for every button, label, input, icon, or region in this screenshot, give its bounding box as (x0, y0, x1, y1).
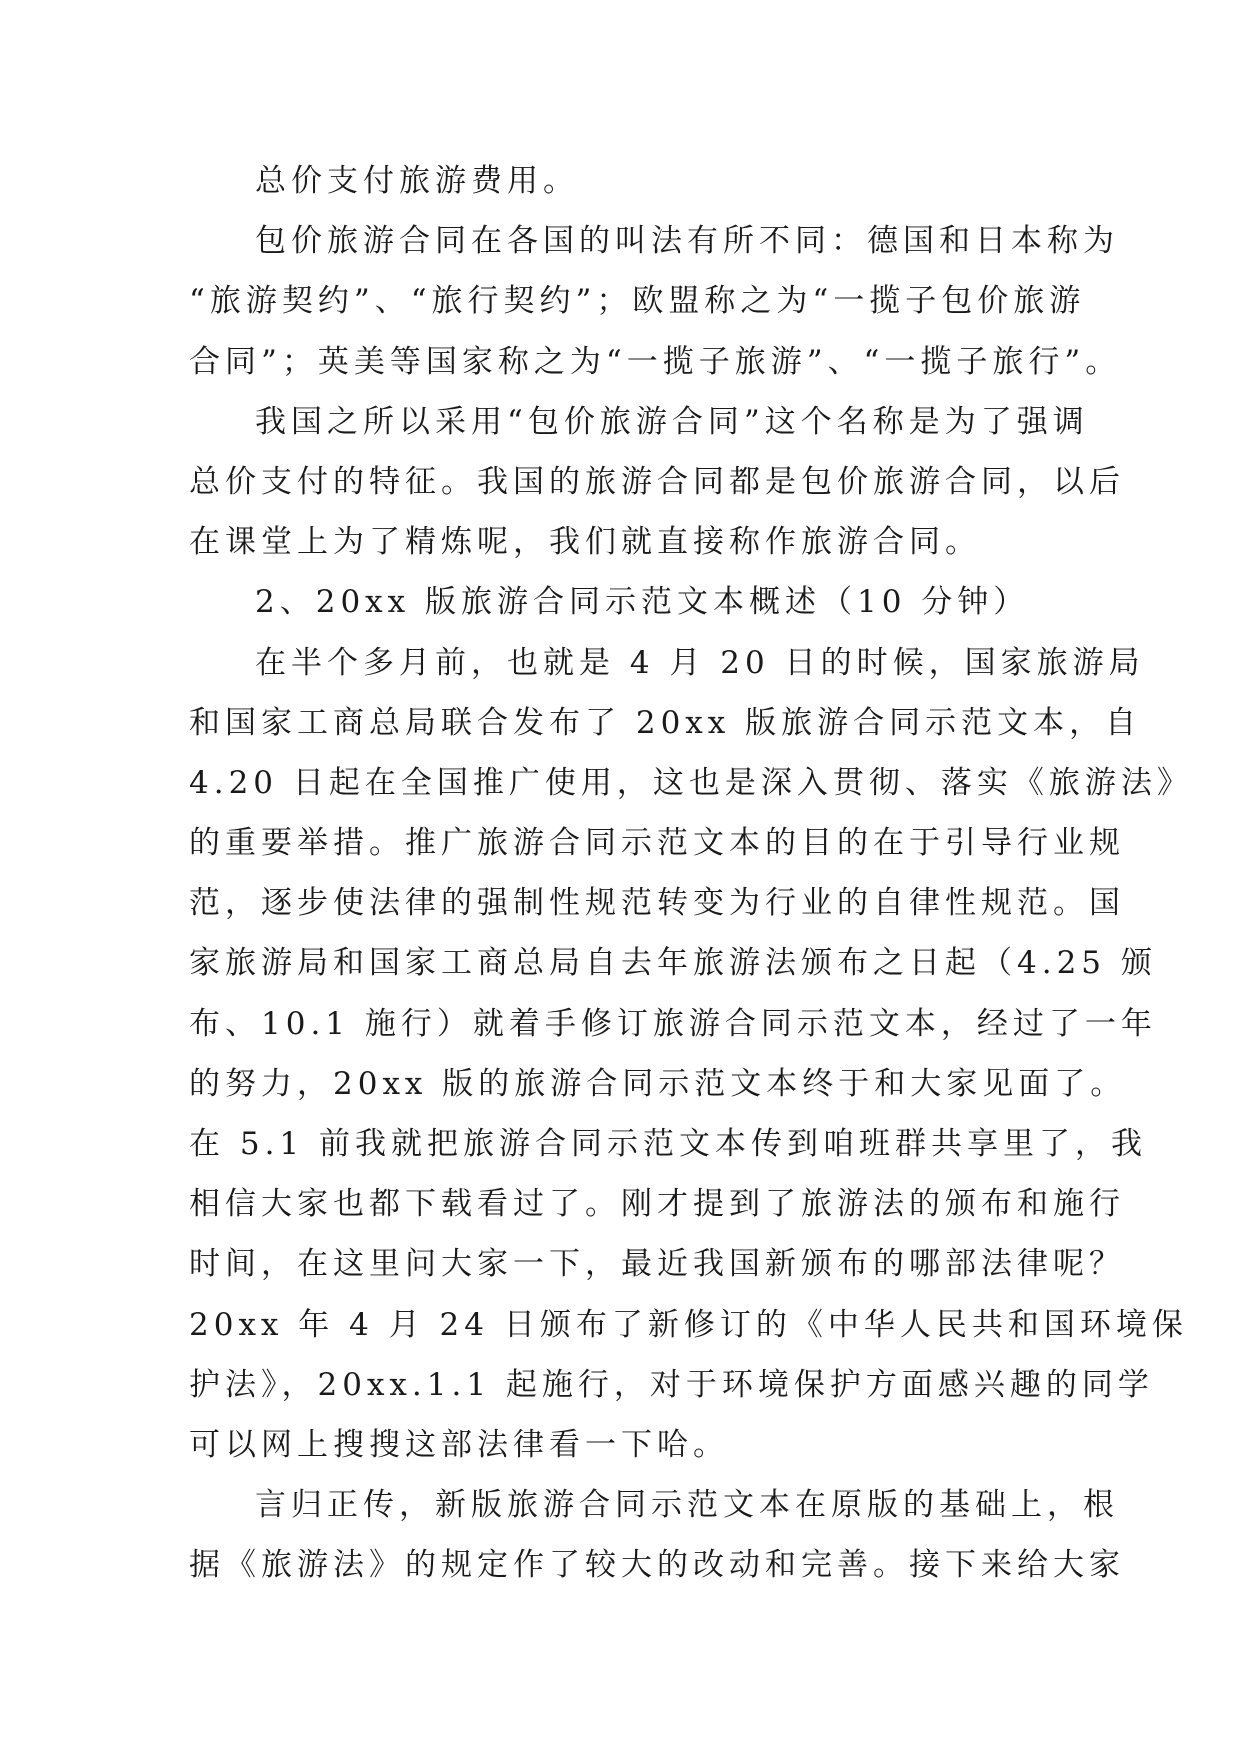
text-line: 和国家工商总局联合发布了 20xx 版旅游合同示范文本，自 (189, 704, 1142, 741)
text-line: 4.20 日起在全国推广使用，这也是深入贯彻、落实《旅游法》 (189, 764, 1193, 801)
text-line: 在课堂上为了精炼呢，我们就直接称作旅游合同。 (189, 524, 981, 561)
text-line: 包价旅游合同在各国的叫法有所不同：德国和日本称为 (255, 223, 1119, 260)
document-body (189, 160, 1193, 1605)
text-line: 总价支付旅游费用。 (255, 163, 579, 199)
text-line: 在半个多月前，也就是 4 月 20 日的时候，国家旅游局 (255, 644, 1145, 681)
text-line: 的努力，20xx 版的旅游合同示范文本终于和大家见面了。 (189, 1065, 1127, 1102)
text-line: 合同”；英美等国家称之为“一揽子旅游”、“一揽子旅行”。 (189, 343, 1122, 380)
text-line: 总价支付的特征。我国的旅游合同都是包价旅游合同，以后 (189, 463, 1125, 500)
text-line: 相信大家也都下载看过了。刚才提到了旅游法的颁布和施行 (189, 1186, 1125, 1223)
text-line: 布、10.1 施行）就着手修订旅游合同示范文本，经过了一年 (189, 1005, 1157, 1042)
text-line: 据《旅游法》的规定作了较大的改动和完善。接下来给大家 (189, 1547, 1125, 1584)
text-line: 的重要举措。推广旅游合同示范文本的目的在于引导行业规 (189, 825, 1125, 862)
text-line: “旅游契约”、“旅行契约”；欧盟称之为“一揽子包价旅游 (189, 283, 1086, 320)
text-line: 家旅游局和国家工商总局自去年旅游法颁布之日起（4.25 颁 (189, 945, 1157, 982)
text-line: 护法》，20xx.1.1 起施行，对于环境保护方面感兴趣的同学 (189, 1366, 1154, 1403)
text-line: 我国之所以采用“包价旅游合同”这个名称是为了强调 (255, 403, 1089, 440)
text-line: 时间，在这里问大家一下，最近我国新颁布的哪部法律呢？ (189, 1246, 1125, 1283)
text-line: 可以网上搜搜这部法律看一下哈。 (189, 1426, 729, 1463)
text-line: 20xx 年 4 月 24 日颁布了新修订的《中华人民共和国环境保 (189, 1306, 1188, 1343)
text-line: 言归正传，新版旅游合同示范文本在原版的基础上，根 (255, 1487, 1119, 1524)
text-line: 在 5.1 前我就把旅游合同示范文本传到咱班群共享里了，我 (189, 1126, 1148, 1162)
text-line: 范，逐步使法律的强制性规范转变为行业的自律性规范。国 (189, 885, 1125, 922)
section-heading: 2、20xx 版旅游合同示范文本概述（10 分钟） (255, 584, 1030, 621)
